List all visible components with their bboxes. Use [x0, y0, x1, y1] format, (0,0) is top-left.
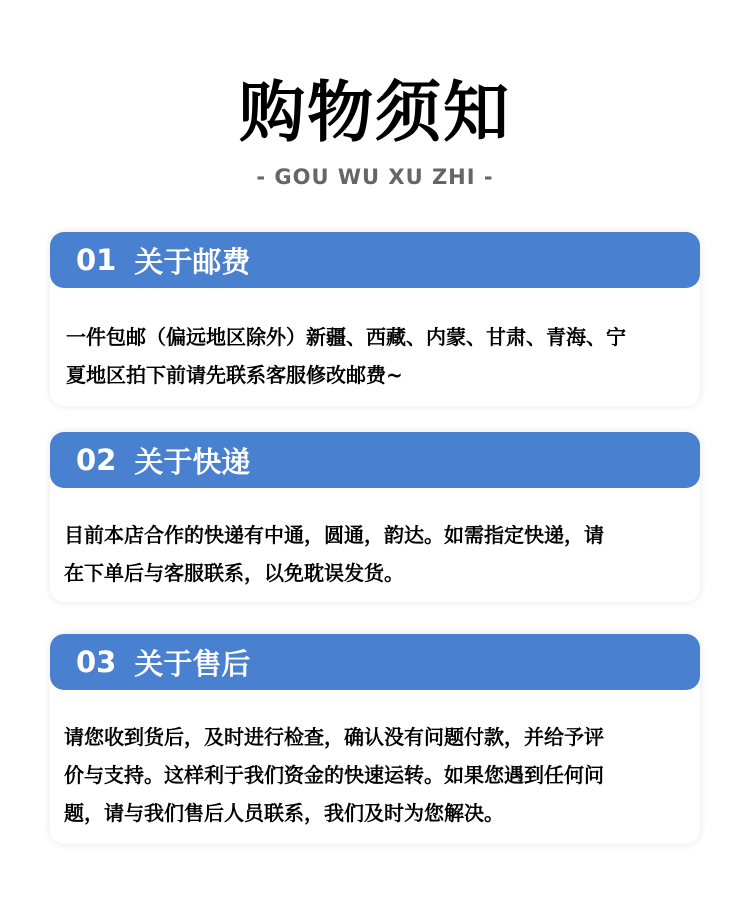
section-header-after-sales — [50, 634, 700, 690]
section-number: 01 — [76, 243, 117, 277]
section-text-line: 价与支持。这样利于我们资金的快速运转。如果您遇到任何问 — [64, 763, 604, 787]
section-text-line: 夏地区拍下前请先联系客服修改邮费~ — [66, 363, 403, 387]
section-header-express — [50, 432, 700, 488]
section-number: 02 — [76, 443, 117, 477]
section-card-postage — [50, 232, 700, 406]
section-header-postage — [50, 232, 700, 288]
page-subtitle: - GOU WU XU ZHI - — [256, 165, 494, 189]
section-text-line: 题，请与我们售后人员联系，我们及时为您解决。 — [64, 801, 504, 825]
section-number: 03 — [76, 645, 117, 679]
page-title: 购物须知 — [239, 74, 511, 151]
section-title: 关于售后 — [134, 646, 251, 681]
section-text-line: 目前本店合作的快递有中通，圆通，韵达。如需指定快递，请 — [64, 523, 604, 547]
section-text-line: 在下单后与客服联系，以免耽误发货。 — [64, 561, 404, 585]
section-body-postage — [66, 318, 704, 394]
section-body-express — [64, 516, 700, 592]
section-body-after-sales — [64, 718, 700, 832]
section-title: 关于邮费 — [134, 244, 251, 279]
section-title: 关于快递 — [134, 444, 251, 479]
section-card-after-sales — [50, 634, 700, 844]
section-card-express — [50, 432, 700, 602]
section-text-line: 请您收到货后，及时进行检查，确认没有问题付款，并给予评 — [64, 725, 604, 749]
section-text-line: 一件包邮（偏远地区除外）新疆、西藏、内蒙、甘肃、青海、宁 — [66, 325, 626, 349]
